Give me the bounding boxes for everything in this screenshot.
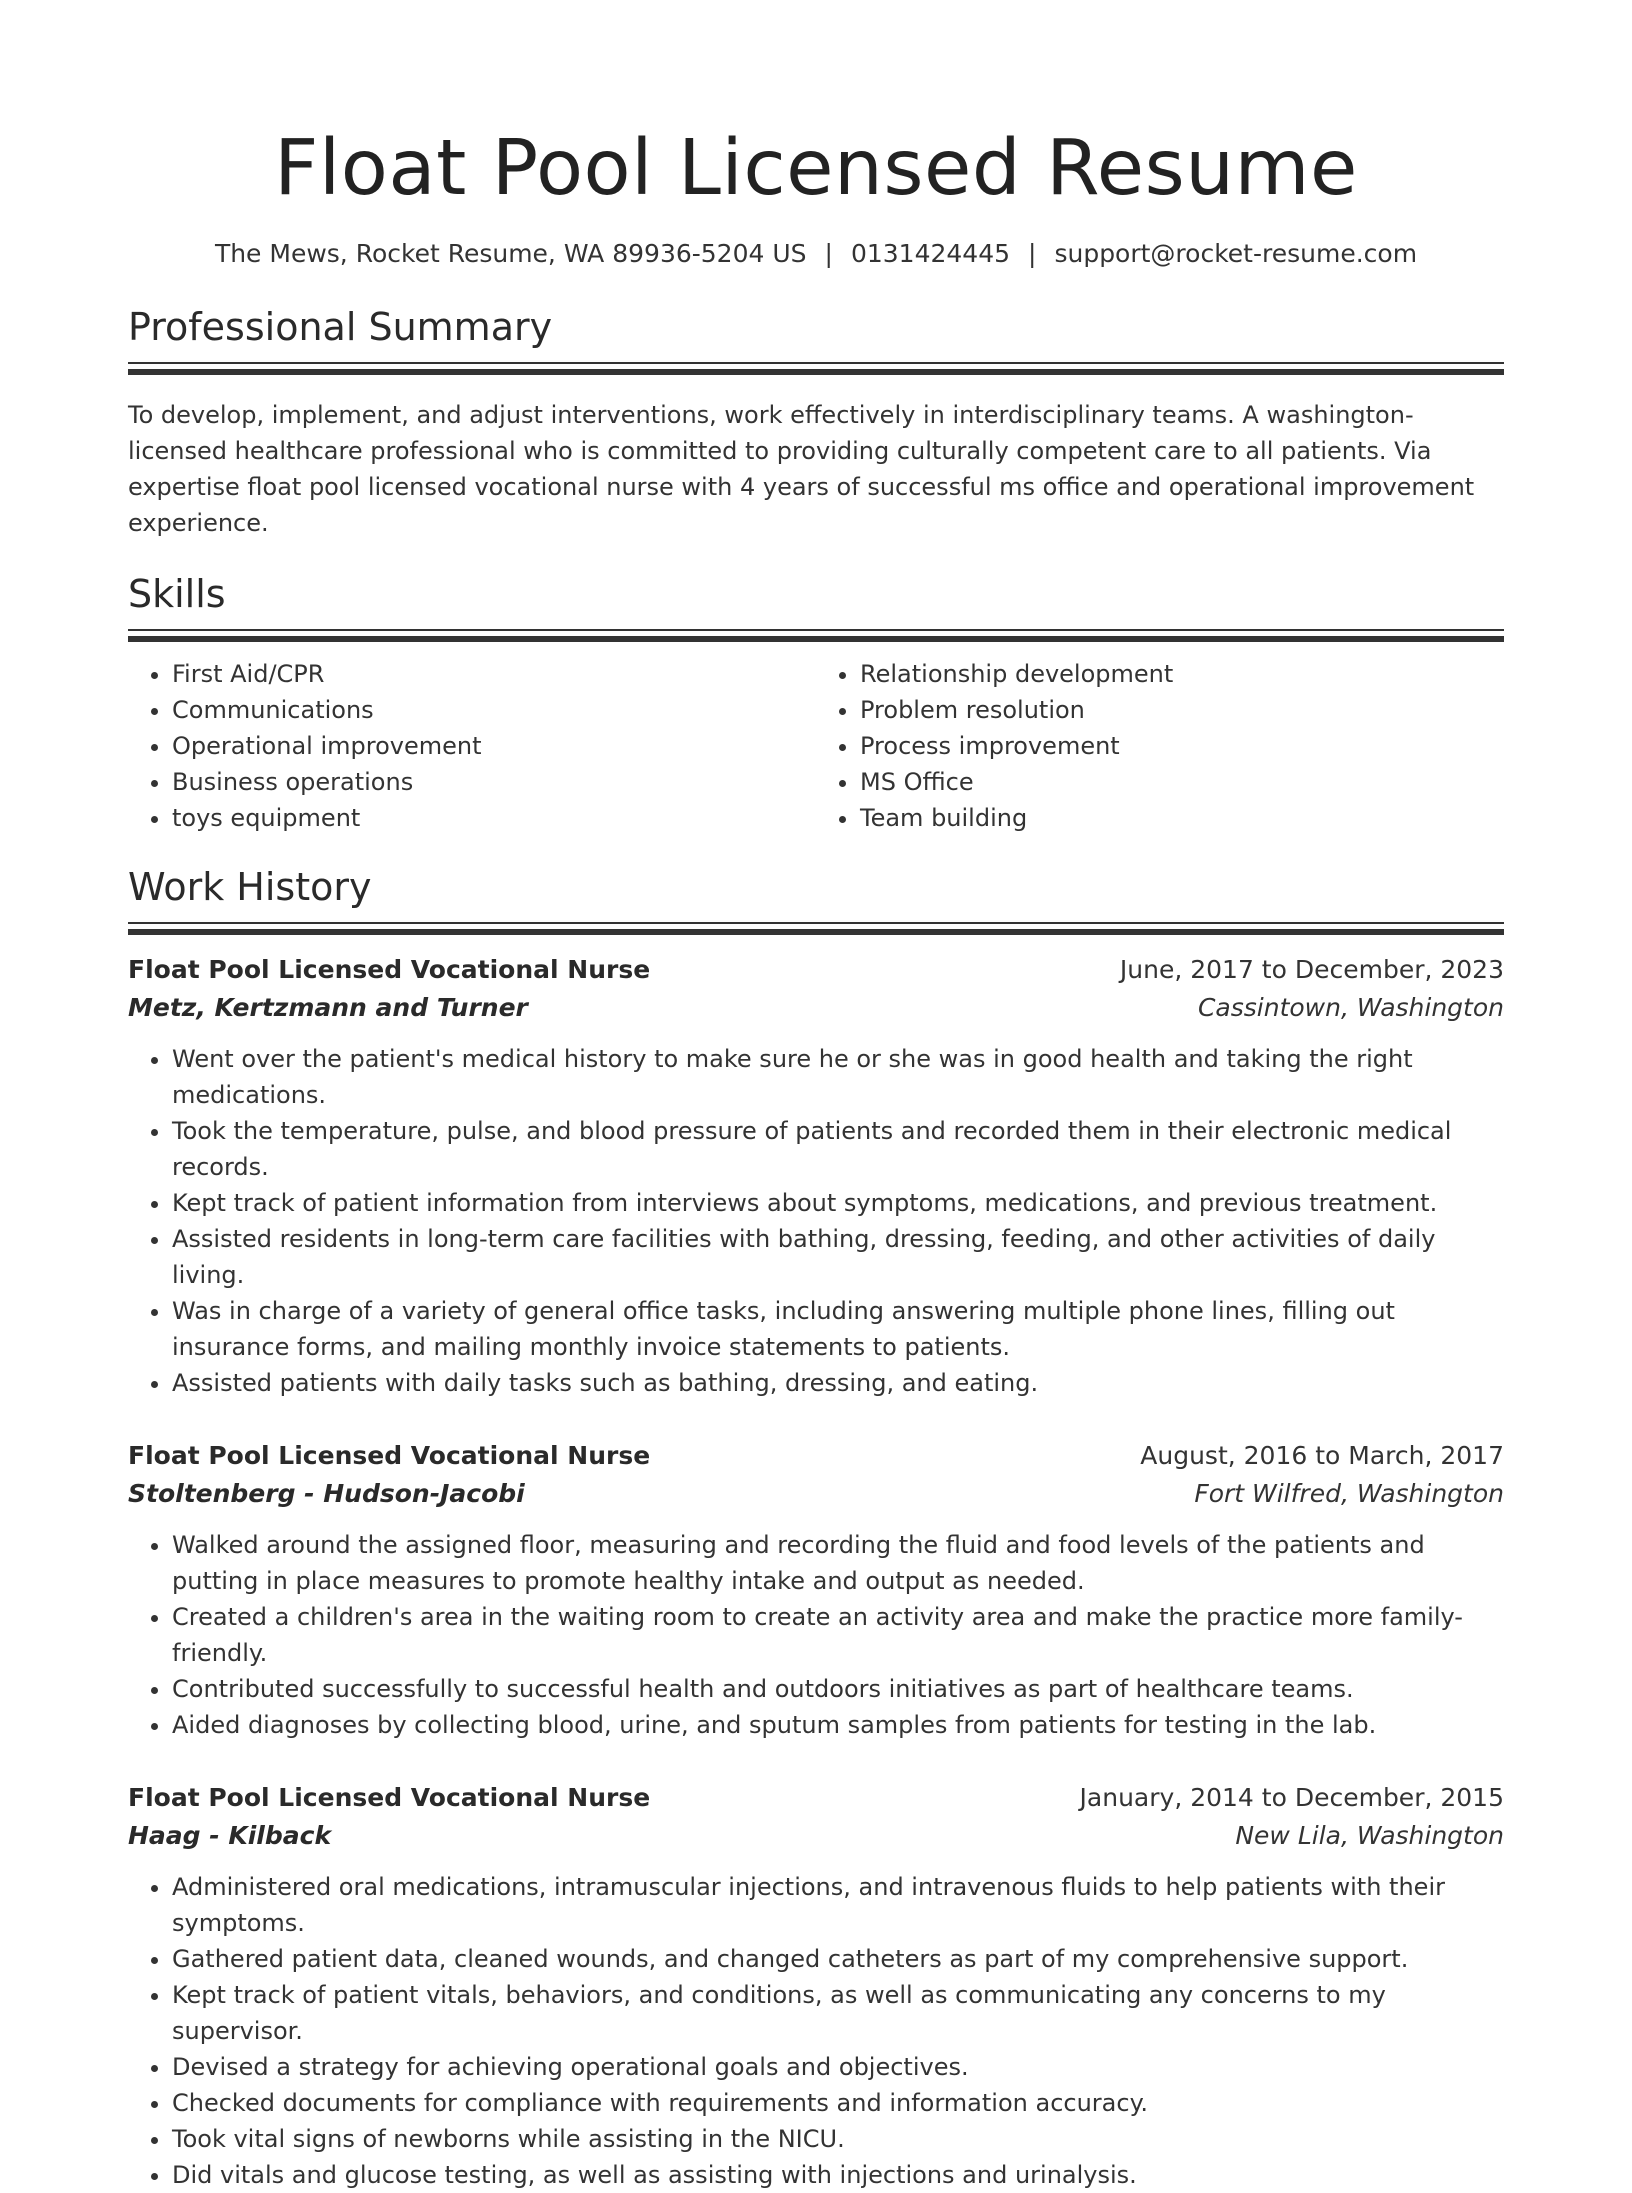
job-subheader-row: [128, 1475, 1504, 1513]
section-divider: [128, 369, 1504, 375]
skills-column-left: [128, 656, 816, 836]
skill-item: • Process improvement: [860, 728, 1504, 764]
job-location: Fort Wilfred, Washington: [1194, 1479, 1504, 1508]
job-entry: [128, 1437, 1504, 1743]
skills-column-right: [816, 656, 1504, 836]
skill-item: • Relationship development: [860, 656, 1504, 692]
job-header-row: [128, 1779, 1504, 1817]
skill-item: • Business operations: [172, 764, 816, 800]
skills-list: [128, 656, 1504, 836]
job-bullet: • Contributed successfully to successful health and outdoors initiatives as part of healthcare teams.: [172, 1671, 1504, 1707]
job-location: Cassintown, Washington: [1197, 993, 1504, 1022]
job-bullet: • Kept track of patient vitals, behaviors, and conditions, as well as communicating any concerns to my supervisor.: [172, 1977, 1504, 2049]
job-bullet: • Checked documents for compliance with requirements and information accuracy.: [172, 2085, 1504, 2121]
job-entry: [128, 951, 1504, 1401]
job-bullet: • Was in charge of a variety of general office tasks, including answering multiple phone lines, filling out insurance forms, and mailing monthly invoice statements to patients.: [172, 1293, 1504, 1365]
summary-text: To develop, implement, and adjust interventions, work effectively in interdisciplinary teams. A washington-licensed healthcare professional who is committed to providing culturally competent care to all patients. Via expertise float pool licensed vocational nurse with 4 years of successful ms office and operational improvement experience.: [128, 401, 1475, 537]
skill-item: • Communications: [172, 692, 816, 728]
job-bullet: • Kept track of patient information from interviews about symptoms, medications, and previous treatment.: [172, 1185, 1504, 1221]
skill-item: • Operational improvement: [172, 728, 816, 764]
contact-line: [128, 236, 1504, 272]
job-company: Stoltenberg - Hudson-Jacobi: [128, 1479, 525, 1508]
resume-page: [128, 0, 1504, 2193]
job-bullet: • Gathered patient data, cleaned wounds, and changed catheters as part of my comprehensive support.: [172, 1941, 1504, 1977]
skill-item: • Team building: [860, 800, 1504, 836]
skill-item: • First Aid/CPR: [172, 656, 816, 692]
job-title: Float Pool Licensed Vocational Nurse: [128, 1441, 651, 1470]
work-history-section: [128, 862, 1504, 2193]
job-title: Float Pool Licensed Vocational Nurse: [128, 955, 651, 984]
skill-item: • toys equipment: [172, 800, 816, 836]
section-divider: [128, 922, 1504, 924]
job-bullets: [128, 1527, 1504, 1743]
contact-address: The Mews, Rocket Resume, WA 89936-5204 US: [214, 239, 807, 268]
job-subheader-row: [128, 1817, 1504, 1855]
job-bullet: • Went over the patient's medical history to make sure he or she was in good health and taking the right medications.: [172, 1041, 1504, 1113]
job-bullet: • Walked around the assigned floor, measuring and recording the fluid and food levels of the patients and putting in place measures to promote healthy intake and output as needed.: [172, 1527, 1504, 1599]
job-bullet: • Assisted patients with daily tasks such as bathing, dressing, and eating.: [172, 1365, 1504, 1401]
section-divider: [128, 929, 1504, 935]
section-divider: [128, 629, 1504, 631]
job-bullets: [128, 1041, 1504, 1401]
skill-item: • MS Office: [860, 764, 1504, 800]
job-entry: [128, 1779, 1504, 2193]
section-divider: [128, 636, 1504, 642]
resume-title: Float Pool Licensed Resume: [274, 124, 1358, 213]
job-dates: June, 2017 to December, 2023: [1119, 955, 1504, 984]
job-title: Float Pool Licensed Vocational Nurse: [128, 1783, 651, 1812]
contact-separator: |: [824, 239, 833, 268]
skills-section: [128, 569, 1504, 836]
section-heading-summary: Professional Summary: [128, 305, 553, 349]
job-header-row: [128, 951, 1504, 989]
skill-item: • Problem resolution: [860, 692, 1504, 728]
job-company: Haag - Kilback: [128, 1821, 332, 1850]
job-header-row: [128, 1437, 1504, 1475]
job-bullet: • Took the temperature, pulse, and blood pressure of patients and recorded them in their electronic medical records.: [172, 1113, 1504, 1185]
job-bullet: • Devised a strategy for achieving operational goals and objectives.: [172, 2049, 1504, 2085]
section-heading-work: Work History: [128, 865, 372, 909]
job-dates: January, 2014 to December, 2015: [1079, 1783, 1504, 1812]
section-heading-skills: Skills: [128, 572, 226, 616]
job-bullet: • Aided diagnoses by collecting blood, urine, and sputum samples from patients for testing in the lab.: [172, 1707, 1504, 1743]
job-company: Metz, Kertzmann and Turner: [128, 993, 528, 1022]
job-location: New Lila, Washington: [1235, 1821, 1504, 1850]
contact-separator: |: [1028, 239, 1037, 268]
job-bullet: • Created a children's area in the waiting room to create an activity area and make the practice more family-friendly.: [172, 1599, 1504, 1671]
contact-phone: 0131424445: [850, 239, 1011, 268]
contact-email[interactable]: support@rocket-resume.com: [1054, 239, 1418, 268]
job-bullets: [128, 1869, 1504, 2193]
job-bullet: • Assisted residents in long-term care facilities with bathing, dressing, feeding, and other activities of daily living.: [172, 1221, 1504, 1293]
section-divider: [128, 362, 1504, 364]
job-bullet: • Took vital signs of newborns while assisting in the NICU.: [172, 2121, 1504, 2157]
job-dates: August, 2016 to March, 2017: [1140, 1441, 1504, 1470]
professional-summary-section: [128, 302, 1504, 541]
job-subheader-row: [128, 989, 1504, 1027]
job-bullet: • Did vitals and glucose testing, as well as assisting with injections and urinalysis.: [172, 2157, 1504, 2193]
job-bullet: • Administered oral medications, intramuscular injections, and intravenous fluids to help patients with their symptoms.: [172, 1869, 1504, 1941]
